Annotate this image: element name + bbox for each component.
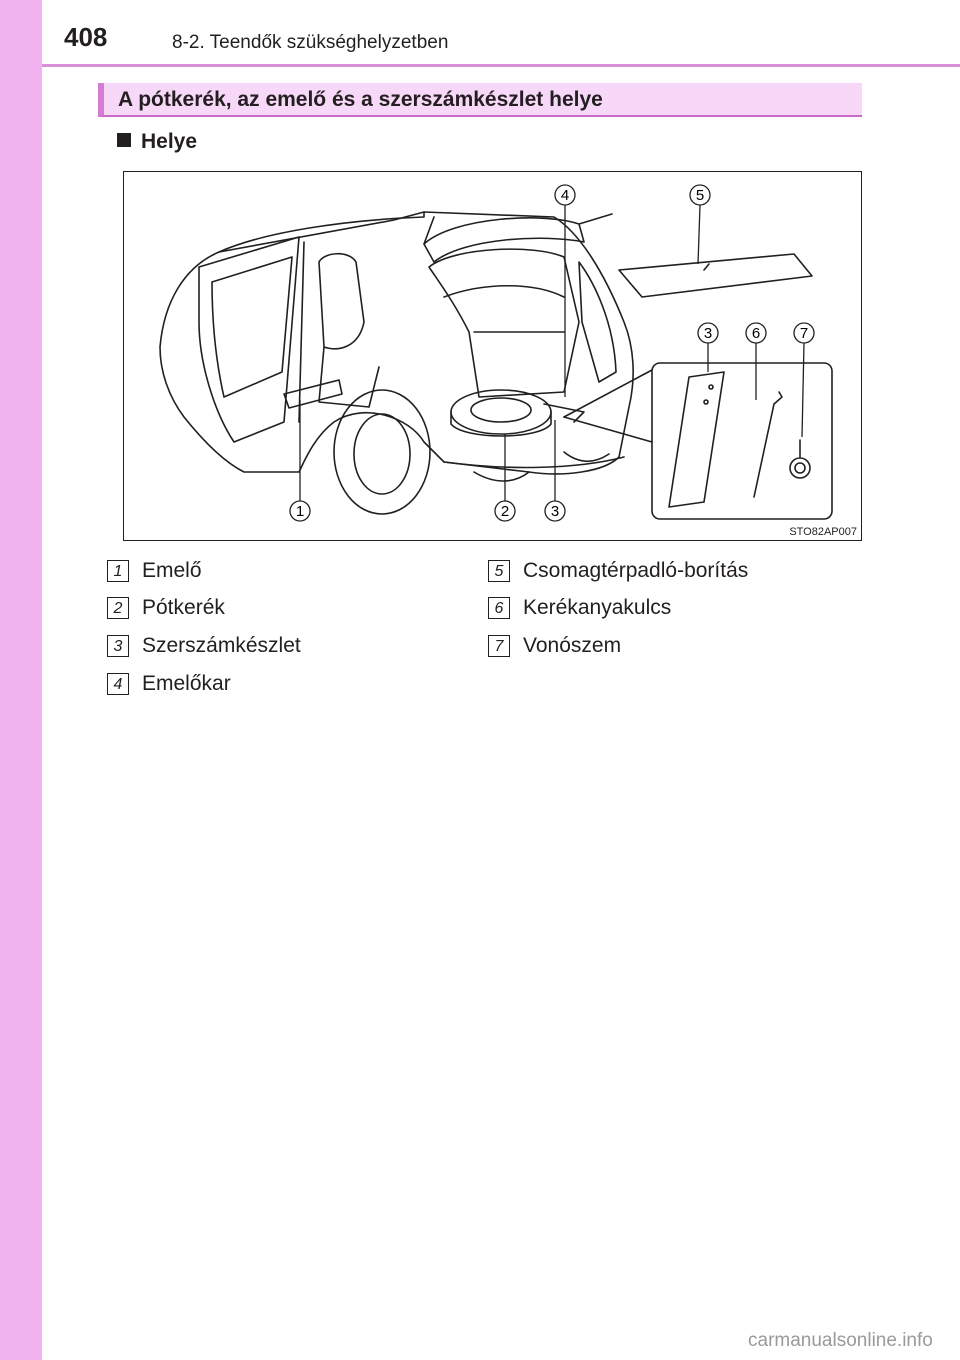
legend-label: Kerékanyakulcs — [523, 596, 672, 619]
rear-seat — [319, 254, 364, 349]
svg-text:1: 1 — [295, 503, 305, 520]
callout-4 — [555, 185, 575, 205]
header-rule — [42, 64, 960, 67]
taillight — [579, 262, 616, 382]
legend-number: 5 — [488, 560, 510, 582]
legend-label: Szerszámkészlet — [142, 634, 301, 657]
svg-text:7: 7 — [799, 325, 809, 342]
wheel-nut-wrench-icon — [754, 404, 774, 497]
svg-text:5: 5 — [695, 187, 705, 204]
svg-text:4: 4 — [560, 187, 570, 204]
rear-wheel — [334, 390, 430, 514]
legend-label: Csomagtérpadló-borítás — [523, 559, 749, 582]
callout-1 — [290, 501, 310, 521]
subheading — [117, 130, 197, 154]
tool-bag-icon — [669, 372, 724, 507]
floor-cover-panel — [619, 254, 812, 297]
legend-number: 6 — [488, 597, 510, 619]
legend-label: Emelőkar — [142, 672, 231, 695]
section-heading-bar — [98, 83, 862, 117]
car-illustration — [124, 172, 860, 539]
running-head: 8-2. Teendők szükséghelyzetben — [172, 32, 449, 53]
svg-text:3: 3 — [703, 325, 713, 342]
legend-number: 1 — [107, 560, 129, 582]
luggage-opening — [429, 249, 579, 397]
svg-text:6: 6 — [751, 325, 761, 342]
square-bullet-icon — [117, 133, 131, 147]
callout-7 — [794, 323, 814, 343]
legend-number: 7 — [488, 635, 510, 657]
subheading-text: Helye — [141, 130, 198, 153]
car-body-outline — [160, 212, 633, 474]
section-title: A pótkerék, az emelő és a szerszámkészlet helye — [118, 88, 603, 111]
legend-number: 2 — [107, 597, 129, 619]
svg-text:3: 3 — [550, 503, 560, 520]
watermark: carmanualsonline.info — [748, 1330, 933, 1351]
callouts — [290, 185, 814, 521]
page-number: 408 — [64, 22, 108, 52]
legend-label: Vonószem — [523, 634, 622, 657]
legend-label: Emelő — [142, 559, 202, 582]
callout-6 — [746, 323, 766, 343]
callout-2 — [495, 501, 515, 521]
callout-5 — [690, 185, 710, 205]
legend-label: Pótkerék — [142, 596, 225, 619]
legend-number: 4 — [107, 673, 129, 695]
car-illustration-figure — [123, 171, 862, 541]
callout-3 — [545, 501, 565, 521]
figure-code: STO82AP007 — [789, 526, 857, 538]
chapter-side-strip — [0, 0, 42, 1360]
svg-text:2: 2 — [500, 503, 510, 520]
spare-tire — [451, 390, 551, 434]
callout-3-inset — [698, 323, 718, 343]
legend-number: 3 — [107, 635, 129, 657]
